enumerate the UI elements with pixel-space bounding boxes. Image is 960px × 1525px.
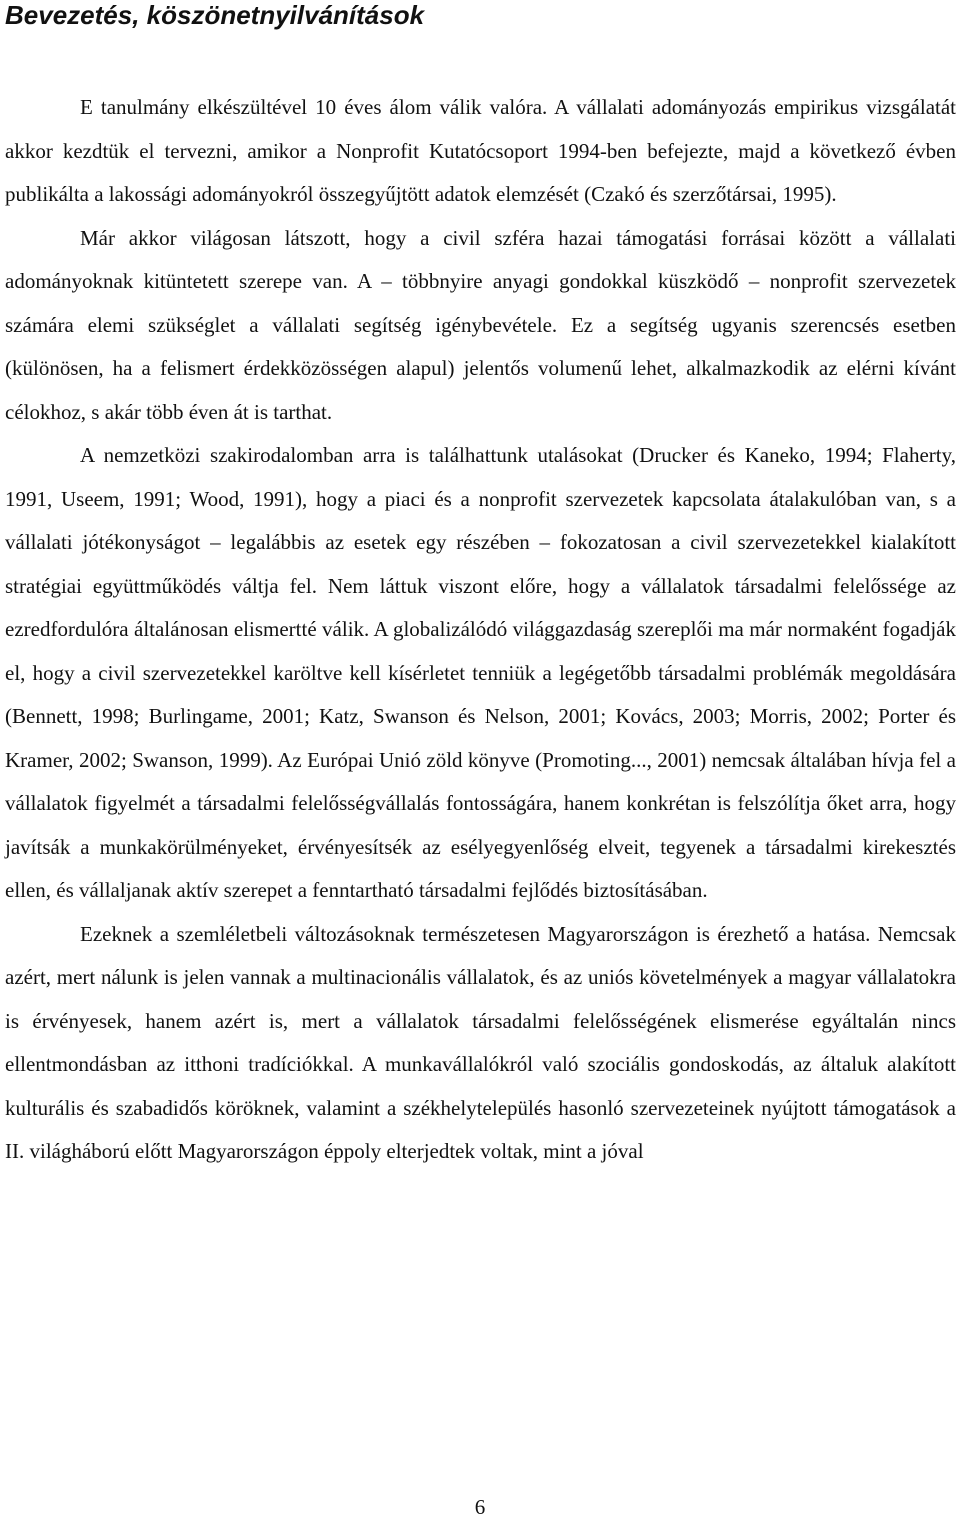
paragraph-1: E tanulmány elkészültével 10 éves álom válik valóra. A vállalati adományozás empirikus vizsgálatát akkor kezdtük el tervezni, amikor a Nonprofit Kutatócsoport 1994-ben befejezte, majd a következő évben publikálta a lakossági adományokról összegyűjtött adatok elemzését (Czakó és szerzőtársai, 1995). xyxy=(5,95,956,206)
page-number: 6 xyxy=(474,1495,486,1519)
paragraph-2: Már akkor világosan látszott, hogy a civil szféra hazai támogatási forrásai között a vállalati adományoknak kitüntetett szerepe van. A – többnyire anyagi gondokkal küszködő – nonprofit szervezetek számára elemi szükséglet a vállalati segítség igénybevétele. Ez a segítség ugyanis szerencsés esetben (különösen, ha a felismert érdekközösségen alapul) jelentős volumenű lehet, alkalmazkodik az elérni kívánt célokhoz, s akár több éven át is tarthat. xyxy=(5,225,956,424)
body-text xyxy=(5,86,956,1174)
section-heading: Bevezetés, köszönetnyilvánítások xyxy=(5,0,425,30)
paragraph-3: A nemzetközi szakirodalomban arra is találhattunk utalásokat (Drucker és Kaneko, 1994; Flaherty, 1991, Useem, 1991; Wood, 1991), hogy a piaci és a nonprofit szervezetek kapcsolata átalakulóban van, s a vállalati jótékonyságot – legalábbis az esetek egy részében – fokozatosan a civil szervezetekkel kialakított stratégiai együttműködés váltja fel. Nem láttuk viszont előre, hogy a vállalatok társadalmi felelőssége az ezredfordulóra általánosan elismertté válik. A globalizálódó világgazdaság szereplői ma már normaként fogadják el, hogy a civil szervezetekkel karöltve kell kísérletet tenniük a legégetőbb társadalmi problémák megoldására (Bennett, 1998; Burlingame, 2001; Katz, Swanson és Nelson, 2001; Kovács, 2003; Morris, 2002; Porter és Kramer, 2002; Swanson, 1999). Az Európai Unió zöld könyve (Promoting..., 2001) nemcsak általában hívja fel a vállalatok figyelmét a társadalmi felelősségvállalás fontosságára, hanem konkrétan is felszólítja őket arra, hogy javítsák a munkakörülményeket, érvényesítsék az esélyegyenlőség elveit, tegyenek a társadalmi kirekesztés ellen, és vállaljanak aktív szerepet a fenntartható társadalmi fejlődés biztosításában. xyxy=(5,443,956,902)
paragraph-4: Ezeknek a szemléletbeli változásoknak természetesen Magyarországon is érezhető a hatása. Nemcsak azért, mert nálunk is jelen vannak a multinacionális vállalatok, és az uniós követelmények a magyar vállalatokra is érvényesek, hanem azért is, mert a vállalatok társadalmi felelősségének elismerése egyáltalán nincs ellentmondásban az itthoni tradíciókkal. A munkavállalókról való szociális gondoskodás, az általuk alakított kulturális és szabadidős köröknek, valamint a székhelytelepülés hasonló szervezeteinek nyújtott támogatások a II. világháború előtt Magyarországon éppoly elterjedtek voltak, mint a jóval xyxy=(5,921,956,1163)
